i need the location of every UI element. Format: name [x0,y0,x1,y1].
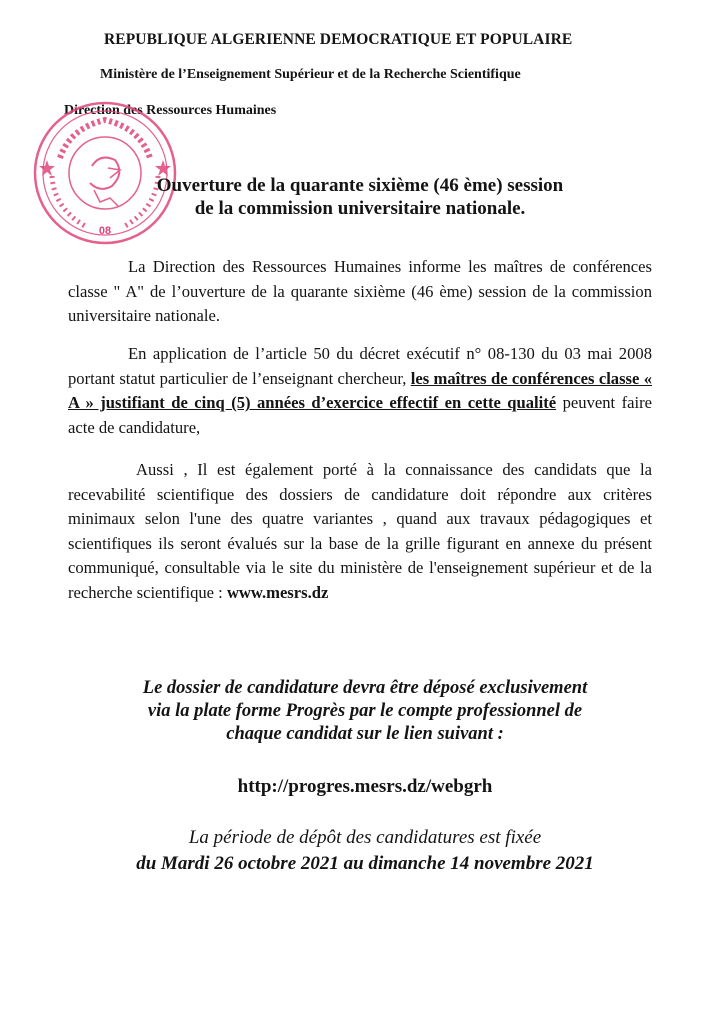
directorate-heading: Direction des Ressources Humaines [64,103,277,118]
notice-line-2: via la plate forme Progrès par le compte professionnel de [147,701,583,721]
period-dates: du Mardi 26 octobre 2021 au dimanche 14 novembre 2021 [136,853,594,874]
notice-line-3: chaque candidat sur le lien suivant : [226,724,504,744]
stamp-number: 08 [98,225,112,237]
paragraph-application [68,342,652,440]
eligibility-condition: les maîtres de conférences classe « A » justifiant de cinq (5) années d’exercice effectif en cette qualité [68,368,653,413]
ministry-heading: Ministère de l’Enseignement Supérieur et de la Recherche Scientifique [100,67,521,82]
republic-heading: REPUBLIQUE ALGERIENNE DEMOCRATIQUE ET POPULAIRE [104,31,573,48]
title-line-1: Ouverture de la quarante sixième (46 ème) session [156,175,564,196]
paragraph-information: La Direction des Ressources Humaines informe les maîtres de conférences classe " A" de l’ouverture de la quarante sixième (46 ème) session de la commission universitaire nationale. [68,257,652,326]
paragraph-criteria [68,458,652,606]
ministry-website-link[interactable]: www.mesrs.dz [226,582,329,602]
paragraph-criteria-text: Aussi , Il est également porté à la connaissance des candidats que la recevabilité scientifique des dossiers de candidature doit répondre aux critères minimaux selon l'une des quatre variantes , quand aux travaux pédagogiques et scientifiques ils seront évalués sur la base de la grille figurant en annexe du présent communiqué, consultable via le site du ministère de l'enseignement supérieur et de la recherche scientifique : [68,460,652,602]
submission-url-link[interactable]: http://progres.mesrs.dz/webgrh [237,776,493,797]
official-stamp [30,98,180,248]
title-line-2: de la commission universitaire nationale. [194,198,526,219]
notice-line-1: Le dossier de candidature devra être déposé exclusivement [142,678,588,698]
period-intro: La période de dépôt des candidatures est fixée [188,827,542,848]
paragraph-application-end: peuvent faire acte de candidature, [68,393,652,437]
paragraph-application-start: En application de l’article 50 du décret exécutif n° 08-130 du 03 mai 2008 portant statut particulier de l’enseignant chercheur, [68,344,652,388]
